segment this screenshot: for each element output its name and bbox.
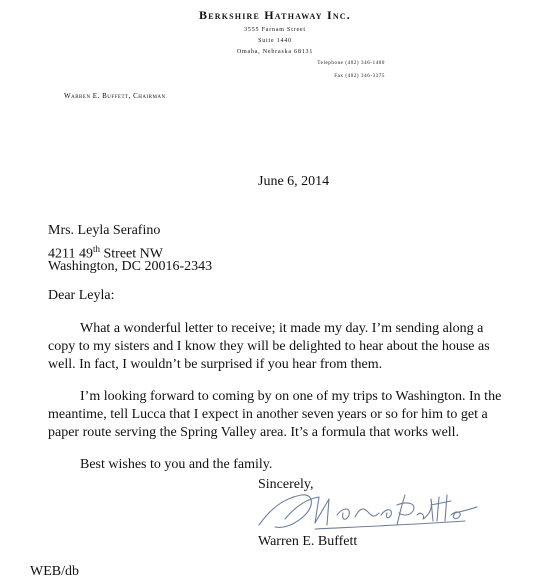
typist-initials: WEB/db xyxy=(30,564,79,579)
letterhead-fax: Fax (402) 346-3375 xyxy=(334,74,385,79)
recipient-name: Mrs. Leyla Serafino xyxy=(48,223,161,238)
letterhead xyxy=(0,0,550,110)
recipient-street-49: 49 xyxy=(78,246,93,262)
recipient-city: Washington, DC 20016-2343 xyxy=(48,259,213,274)
paragraph-1-line-1: What a wonderful letter to receive; it made my day. I’m sending along a xyxy=(80,321,484,336)
signature-name: Warren E. Buffett xyxy=(258,534,358,549)
recipient-street-rest: Street NW xyxy=(103,246,163,262)
paragraph-2-line-1: I’m looking forward to coming by on one of my trips to Washington. In the xyxy=(80,389,502,404)
letterhead-address-line-2: Suite 1440 xyxy=(258,38,292,44)
letterhead-city: Omaha, Nebraska 68131 xyxy=(236,49,314,55)
recipient-street-number: 4211 xyxy=(48,246,76,262)
company-name: Berkshire Hathaway Inc. xyxy=(199,8,351,22)
letter-date: June 6, 2014 xyxy=(258,174,330,189)
letterhead-chairman: Warren E. Buffett, Chairman xyxy=(64,92,166,100)
closing-wish: Best wishes to you and the family. xyxy=(80,457,273,472)
paragraph-1-line-2: copy to my sisters and I know they will be delighted to hear about the house as xyxy=(48,339,490,354)
recipient-street-superscript: th xyxy=(92,244,100,254)
sign-off: Sincerely, xyxy=(258,477,314,492)
letterhead-address-line-1: 3555 Farnam Street xyxy=(244,27,306,33)
handwritten-signature xyxy=(255,485,480,533)
paragraph-1-line-3: well. In fact, I wouldn’t be surprised if you hear from them. xyxy=(48,357,383,372)
salutation: Dear Leyla: xyxy=(48,288,115,303)
paragraph-2-line-3: paper route serving the Spring Valley area. It’s a formula that works well. xyxy=(48,425,460,440)
letterhead-telephone: Telephone (402) 346-1400 xyxy=(317,61,385,66)
paragraph-2-line-2: meantime, tell Lucca that I expect in another seven years or so for him to get a xyxy=(48,407,488,422)
